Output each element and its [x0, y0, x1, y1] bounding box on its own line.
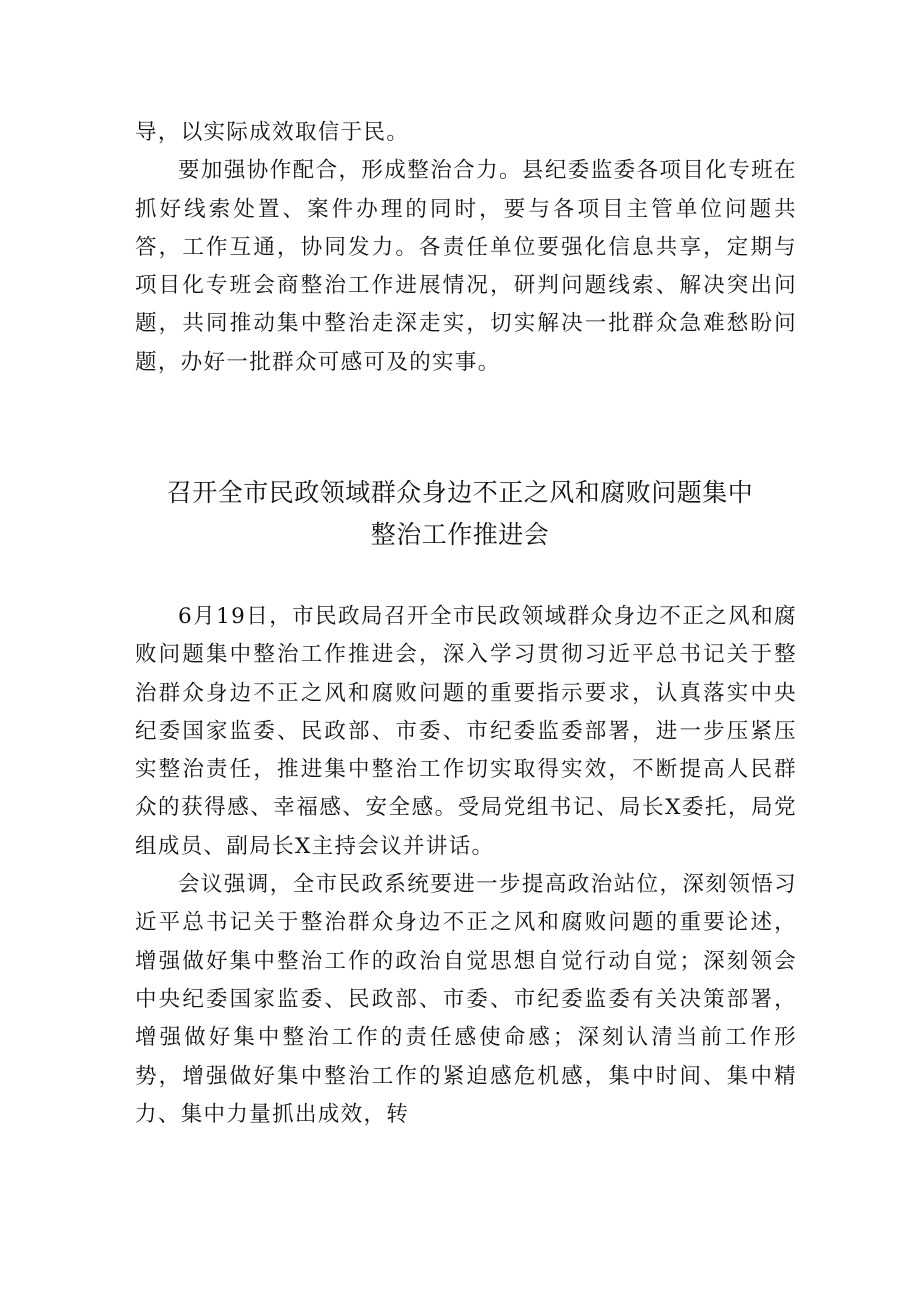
paragraph-cooperation: 要加强协作配合，形成整治合力。县纪委监委各项目化专班在抓好线索处置、案件办理的同时，要与各项目主管单位问题共答，工作互通，协同发力。各责任单位要强化信息共享，定期与项目化专班会商整治工作进展情况，研判问题线索、解决突出问题，共同推动集中整治走深走实，切实解决一批群众急难愁盼问题，办好一批群众可感可及的实事。 — [135, 158, 797, 375]
article-title-line2: 整治工作推进会 — [370, 520, 550, 549]
article-title — [0, 472, 920, 556]
paragraph-continued: 导，以实际成效取信于民。 — [135, 120, 410, 145]
paragraph-emphasis: 会议强调，全市民政系统要进一步提高政治站位，深刻领悟习近平总书记关于整治群众身边不正之风和腐败问题的重要论述，增强做好集中整治工作的政治自觉思想自觉行动自觉；深刻领会中央纪委国家监委、民政部、市委、市纪委监委有关决策部署，增强做好集中整治工作的责任感使命感；深刻认清当前工作形势，增强做好集中整治工作的紧迫感危机感，集中时间、集中精力、集中力量抓出成效，转 — [135, 872, 797, 1127]
article-body — [135, 598, 797, 1134]
article-title-line1: 召开全市民政领域群众身边不正之风和腐败问题集中 — [166, 478, 754, 507]
section-continuation — [135, 114, 797, 382]
paragraph-meeting: 6月19日，市民政局召开全市民政领域群众身边不正之风和腐败问题集中整治工作推进会，深入学习贯彻习近平总书记关于整治群众身边不正之风和腐败问题的重要指示要求，认真落实中央纪委国家监委、民政部、市委、市纪委监委部署，进一步压紧压实整治责任，推进集中整治工作切实取得实效，不断提高人民群众的获得感、幸福感、安全感。受局党组书记、局长X委托，局党组成员、副局长X主持会议并讲话。 — [135, 604, 797, 859]
